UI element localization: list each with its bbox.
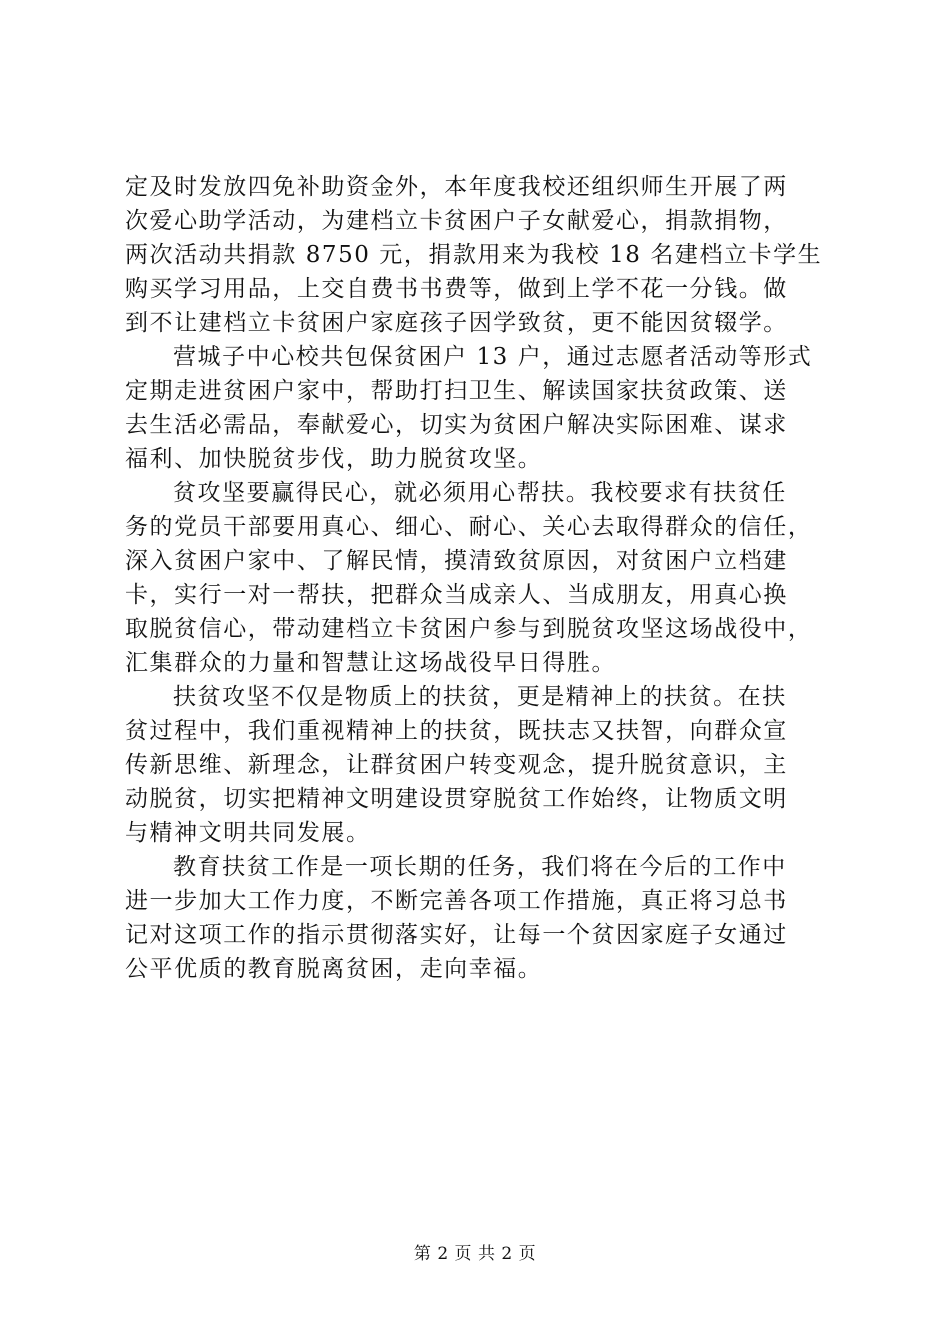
paragraph-first-line: 贫攻坚要赢得民心，就必须用心帮扶。我校要求有扶贫任 bbox=[173, 480, 787, 506]
text-line: 到不让建档立卡贫困户家庭孩子因学致贫，更不能因贫辍学。 bbox=[125, 310, 788, 336]
text-line: 务的党员干部要用真心、细心、耐心、关心去取得群众的信任， bbox=[125, 514, 813, 540]
text-line: 去生活必需品，奉献爱心，切实为贫困户解决实际困难、谋求 bbox=[125, 412, 788, 438]
text-line: 卡，实行一对一帮扶，把群众当成亲人、当成朋友，用真心换 bbox=[125, 582, 788, 608]
text-line: 深入贫困户家中、了解民情，摸清致贫原因，对贫困户立档建 bbox=[125, 548, 788, 574]
text-line: 次爱心助学活动，为建档立卡贫困户子女献爱心，捐款捐物， bbox=[125, 208, 788, 234]
text-line: 记对这项工作的指示贯彻落实好，让每一个贫因家庭子女通过 bbox=[125, 922, 788, 948]
page-number-footer: 第 2 页 共 2 页 bbox=[413, 1244, 537, 1264]
text-line: 动脱贫，切实把精神文明建设贯穿脱贫工作始终，让物质文明 bbox=[125, 786, 788, 812]
paragraph-first-line: 教育扶贫工作是一项长期的任务，我们将在今后的工作中 bbox=[173, 854, 787, 880]
text-line: 福利、加快脱贫步伐，助力脱贫攻坚。 bbox=[125, 446, 543, 472]
text-line: 传新思维、新理念，让群贫困户转变观念，提升脱贫意识，主 bbox=[125, 752, 788, 778]
text-line: 与精神文明共同发展。 bbox=[125, 820, 371, 846]
paragraph-first-line: 扶贫攻坚不仅是物质上的扶贫，更是精神上的扶贫。在扶 bbox=[173, 684, 787, 710]
text-line: 两次活动共捐款 8750 元，捐款用来为我校 18 名建档立卡学生 bbox=[125, 242, 823, 268]
text-line: 定及时发放四免补助资金外，本年度我校还组织师生开展了两 bbox=[125, 174, 788, 200]
paragraph-first-line: 营城子中心校共包保贫困户 13 户，通过志愿者活动等形式 bbox=[173, 344, 813, 370]
text-line: 定期走进贫困户家中，帮助打扫卫生、解读国家扶贫政策、送 bbox=[125, 378, 788, 404]
text-line: 取脱贫信心，带动建档立卡贫困户参与到脱贫攻坚这场战役中， bbox=[125, 616, 813, 642]
text-line: 公平优质的教育脱离贫困，走向幸福。 bbox=[125, 956, 543, 982]
text-line: 汇集群众的力量和智慧让这场战役早日得胜。 bbox=[125, 650, 616, 676]
text-line: 进一步加大工作力度，不断完善各项工作措施，真正将习总书 bbox=[125, 888, 788, 914]
text-line: 贫过程中，我们重视精神上的扶贫，既扶志又扶智，向群众宣 bbox=[125, 718, 788, 744]
text-line: 购买学习用品，上交自费书书费等，做到上学不花一分钱。做 bbox=[125, 276, 788, 302]
document-body bbox=[125, 170, 837, 986]
